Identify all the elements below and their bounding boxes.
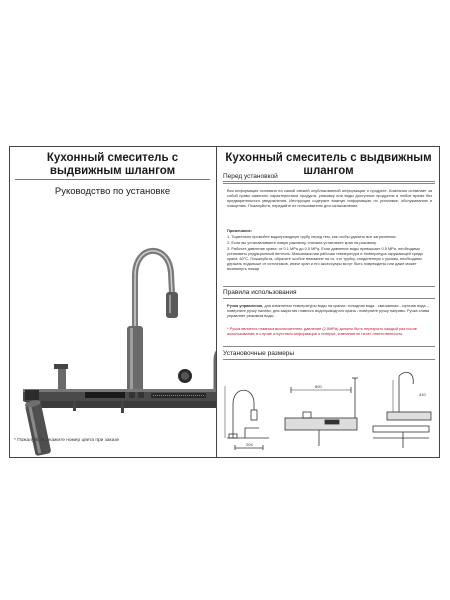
spray-head — [166, 292, 178, 318]
top-view-drawing — [373, 372, 431, 448]
left-title-rule — [15, 179, 210, 180]
usage-rule — [223, 298, 435, 299]
usage-text — [227, 303, 432, 318]
note-item: 1. Тщательно промойте водопроводную трубу перед тем, как чтобы удалить все загрязнения. — [227, 234, 397, 239]
sizes-rule — [223, 359, 435, 360]
secondary-spout — [215, 348, 216, 393]
sizes-heading: Установочные размеры — [223, 350, 295, 357]
faucet-product-image — [9, 198, 216, 458]
note-item: 3. Рабочее давление крана: от 0.1 MPa до 0.5 MPa. Если давление воды превышает 0.5 MPa, необходимо установить редукционный вентиль. Максимальная рабочая температура и температура окружающей среды крана: 60°С. Пожалуйста, обратите особое внимание на то, что трубку, соединенную с рукоям, необходимо держать подальше от источников, иначе кран и его аксессуары могут быть повреждены или даже может возникнуть пожар — [227, 246, 424, 271]
install-notes — [227, 228, 432, 272]
usage-heading: Правила использования — [223, 289, 297, 296]
faucet-body — [127, 326, 143, 392]
right-title-rule — [223, 181, 435, 182]
rail-grille — [151, 393, 206, 398]
side-view-drawing — [225, 386, 269, 450]
before-install-heading: Перед установкой — [223, 173, 278, 180]
usage-body: для изменения температуры воды на кранах: холодная вода - смешанная - горячая вода – поверните ручку налево; для закрытия главного водопроводного крана - поверните ручку направо. Ручка слива управляет режимом воды. — [227, 303, 430, 318]
dim-410: 410 — [419, 392, 426, 397]
left-column — [9, 146, 216, 458]
dim-800: 800 — [315, 384, 322, 389]
installation-guide-subtitle: Руководство по установке — [54, 186, 171, 197]
color-footnote: * Пожалуйста, укажите номер цвета при заказе — [14, 438, 120, 443]
usage-warning: * Ручка является главным выключателем, давление (2.5MPa) должно быть перекрыто каждый раз после использования; в случае отсутствия информации о потерях, компания не несет ответственность. — [227, 326, 417, 336]
dim-204: 204 — [246, 442, 253, 447]
soap-dispenser — [58, 368, 66, 390]
note-item: 2. Если вы устанавливаете новую раковину, сначала установите кран на раковину. — [227, 240, 377, 245]
usage-top-rule — [223, 286, 435, 287]
left-title: Кухонный смеситель с выдвижным шлангом — [46, 152, 179, 177]
sizes-top-rule — [223, 346, 435, 347]
usage-lead: Ручка управления, — [227, 303, 264, 308]
before-install-rule — [223, 183, 435, 184]
digital-display — [85, 392, 125, 398]
right-column — [217, 146, 440, 458]
installation-dimensions-diagram — [223, 368, 435, 452]
notes-label: Примечание: — [227, 228, 253, 233]
before-install-intro: Вся информация основана на самой свежей опубликованной информации о продукте. Компания оставляет за собой право изменять характеристики продукта, упаковку или виды доступных продуктов в любое время без предварительного уведомления. Инструкция содержит важную информацию по установке, обслуживанию и очищению. Пожалуйста, передайте их пользователю для ознакомления — [227, 188, 432, 208]
right-title: Кухонный смеситель с выдвижным шлангом — [225, 152, 432, 177]
